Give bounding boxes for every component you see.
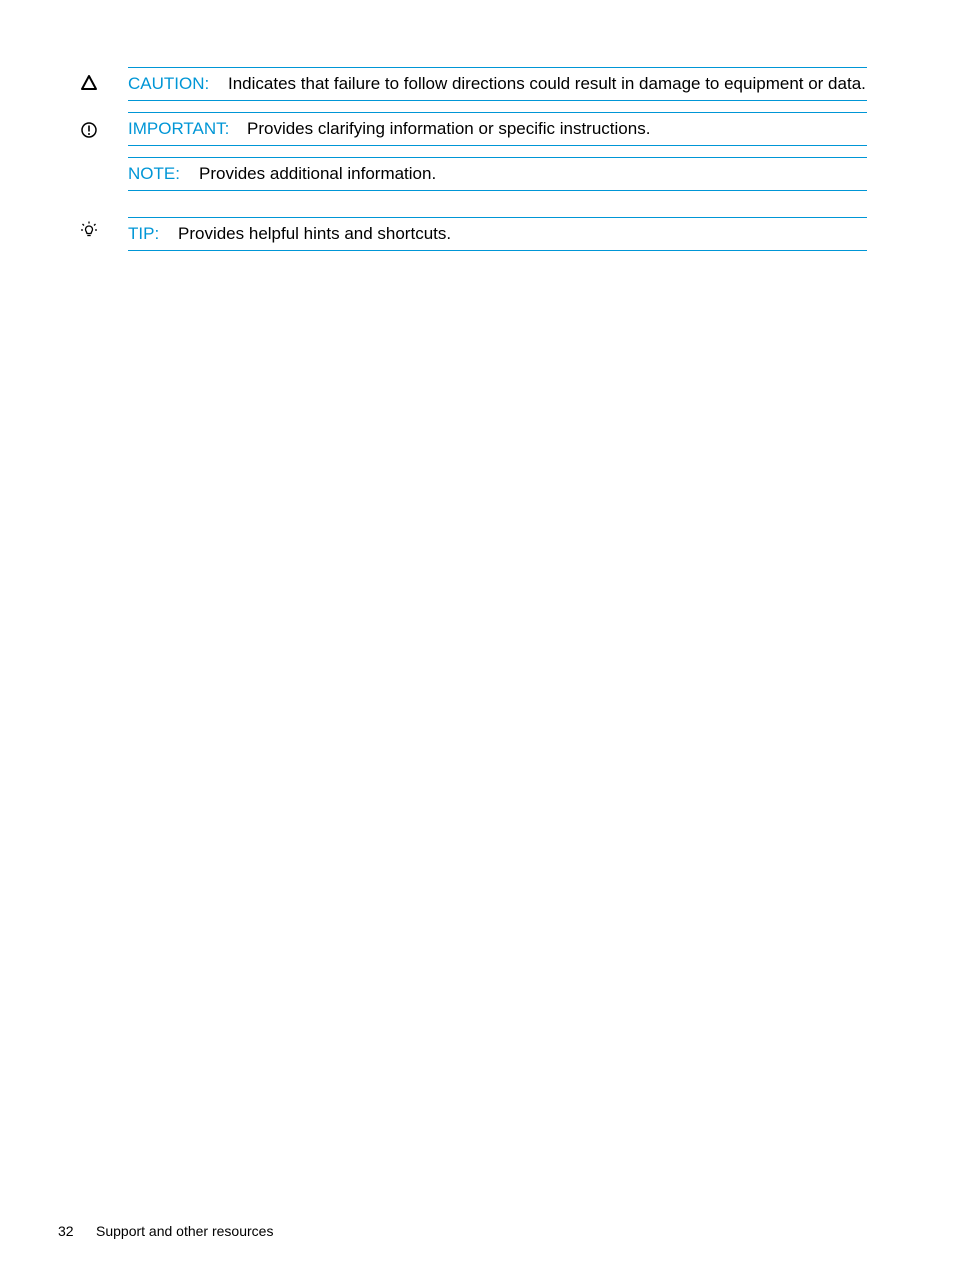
note-label: NOTE: (128, 164, 180, 183)
caution-notice (128, 67, 867, 101)
important-text: Provides clarifying information or specific instructions. (247, 119, 651, 138)
note-text: Provides additional information. (199, 164, 437, 183)
important-notice (128, 112, 867, 146)
section-title: Support and other resources (96, 1223, 274, 1239)
caution-triangle-icon (80, 74, 98, 92)
page-number: 32 (58, 1223, 74, 1239)
tip-label: TIP: (128, 224, 160, 243)
lightbulb-icon (80, 221, 98, 239)
page-footer (58, 1222, 273, 1240)
tip-text: Provides helpful hints and shortcuts. (178, 224, 452, 243)
caution-text: Indicates that failure to follow directions could result in damage to equipment or data. (228, 74, 866, 93)
note-notice (128, 157, 867, 191)
caution-label: CAUTION: (128, 74, 210, 93)
important-circle-icon (80, 121, 98, 139)
tip-notice (128, 217, 867, 251)
important-label: IMPORTANT: (128, 119, 230, 138)
